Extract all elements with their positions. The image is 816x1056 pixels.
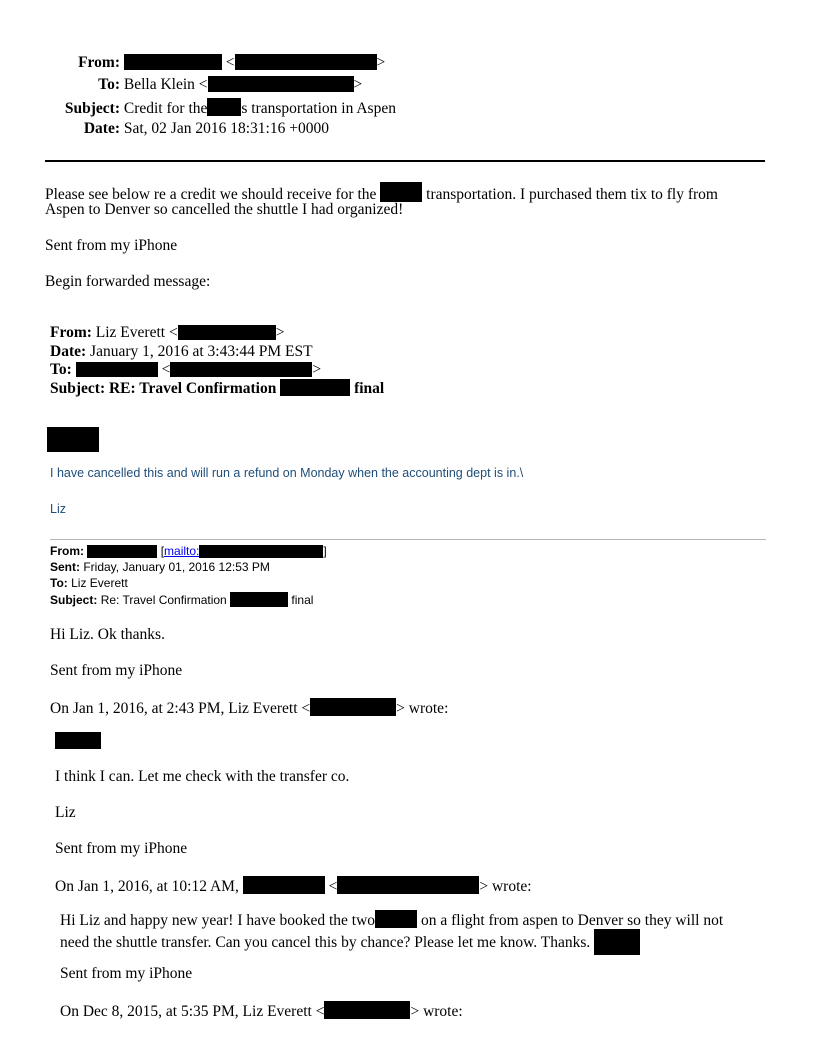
q1-sent-from: Sent from my iPhone (55, 840, 188, 857)
body-sent-from: Sent from my iPhone (45, 237, 178, 254)
redacted-block (208, 76, 354, 92)
q2-wrote-line: On Dec 8, 2015, at 5:35 PM, Liz Everett < > wrote: (60, 1003, 463, 1020)
fwd1-date-row: Date: January 1, 2016 at 3:43:44 PM EST (50, 343, 313, 360)
redacted-block (170, 362, 312, 377)
fwd2-to-row: To: Liz Everett (50, 576, 128, 590)
body-begin-forwarded: Begin forwarded message: (45, 273, 211, 290)
redacted-block (280, 379, 350, 396)
header-date-value: Sat, 02 Jan 2016 18:31:16 +0000 (123, 120, 329, 137)
header-subject-row (0, 98, 396, 118)
header-subject-pre: Credit for the (123, 100, 208, 117)
fwd1-to-row: To: < > (50, 361, 322, 378)
redacted-block (87, 545, 157, 558)
fwd2-from-row: From: [mailto: ] (50, 544, 327, 558)
redacted-block (594, 929, 640, 955)
header-to-label: To: (98, 76, 120, 93)
header-subject-label: Subject: (64, 100, 120, 117)
fwd1-message: I have cancelled this and will run a refund on Monday when the accounting dept is in.\ (50, 466, 524, 480)
redacted-block (178, 325, 276, 340)
q2-line-1: Hi Liz and happy new year! I have booked the two on a flight from aspen to Denver so they will not (60, 912, 724, 929)
header-from-label: From: (78, 54, 120, 71)
body-line-2: Aspen to Denver so cancelled the shuttle I had organized! (45, 201, 404, 218)
body-line-1: Please see below re a credit we should receive for the transportation. I purchased them tix to fly from (45, 182, 718, 204)
redacted-block (207, 98, 241, 116)
redacted-block (310, 698, 396, 716)
redacted-block (337, 876, 479, 894)
fwd1-subject-row: Subject: RE: Travel Confirmation final (50, 380, 385, 397)
q1-sign: Liz (55, 804, 76, 821)
redacted-block (230, 592, 288, 607)
mailto-link[interactable]: mailto: (164, 544, 200, 558)
q2-line-2: need the shuttle transfer. Can you cancel this by chance? Please let me know. Thanks. (60, 929, 640, 955)
fwd2-subject-row: Subject: Re: Travel Confirmation final (50, 593, 314, 607)
redacted-block (235, 54, 377, 70)
fwd1-sign: Liz (50, 502, 66, 516)
redacted-block (380, 182, 422, 202)
fwd2-greeting: Hi Liz. Ok thanks. (50, 626, 165, 643)
header-to-name: Bella Klein (123, 76, 195, 93)
redacted-block (199, 545, 323, 558)
redacted-block (375, 910, 417, 928)
redacted-block (124, 54, 222, 70)
header-to-row: To: Bella Klein < > (0, 76, 362, 94)
fwd2-sent-from: Sent from my iPhone (50, 662, 183, 679)
redacted-block (55, 732, 101, 749)
header-subject-post: s transportation in Aspen (241, 100, 396, 117)
header-from-row: From: < > (0, 54, 385, 72)
q1-wrote-line: On Jan 1, 2016, at 10:12 AM, < > wrote: (55, 878, 532, 895)
redacted-block (324, 1001, 410, 1019)
redacted-block (243, 876, 325, 894)
header-date-label: Date: (83, 120, 120, 137)
q1-text: I think I can. Let me check with the transfer co. (55, 768, 350, 785)
redacted-block (76, 362, 158, 377)
header-date-row (0, 120, 329, 138)
fwd1-from-row: From: Liz Everett < > (50, 324, 285, 341)
q2-sent-from: Sent from my iPhone (60, 965, 193, 982)
fwd2-sent-row: Sent: Friday, January 01, 2016 12:53 PM (50, 560, 270, 574)
header-divider (45, 160, 765, 162)
fwd2-divider (50, 539, 766, 540)
redacted-block (47, 427, 99, 452)
fwd2-wrote-line: On Jan 1, 2016, at 2:43 PM, Liz Everett < > wrote: (50, 700, 449, 717)
